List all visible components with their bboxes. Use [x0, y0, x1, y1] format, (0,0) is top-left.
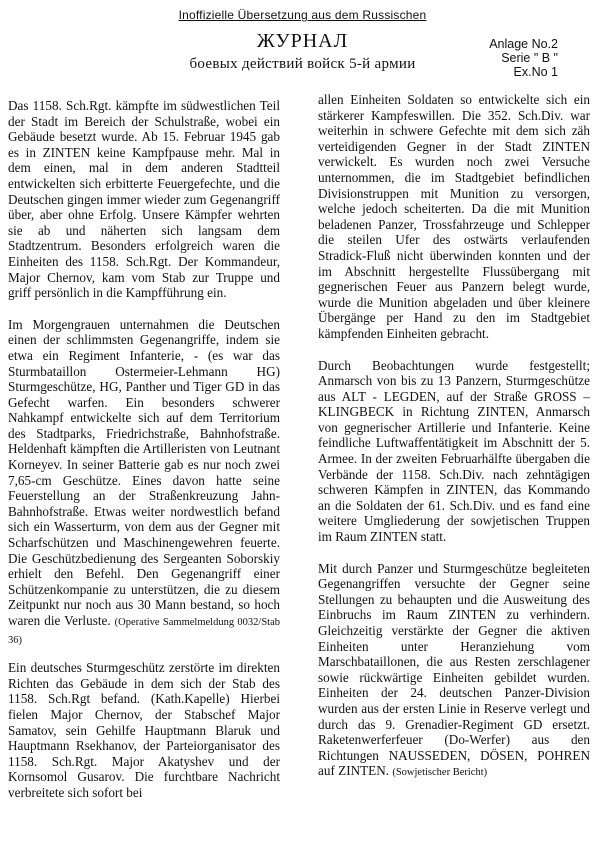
paragraph	[8, 660, 280, 800]
paragraph-text: Ein deutsches Sturmgeschütz zerstörte im direkten Richten das Gebäude in dem sich der Stab des 1158. Sch.Rgt befand. (Kath.Kapelle) Hierbei fielen Major Chernov, der Stabschef Major Samatov, sein Gehilfe Hauptmann Blaruk und Hauptmann Rsekhanov, der Parteiorganisator des 1158. Sch.Rgt. Major Akatyshev und der Kornsomol Gusarov. Die furchtbare Nachricht verbreitete sich sofort bei	[8, 660, 280, 800]
paragraph	[8, 98, 280, 301]
annex-series: Serie " B "	[501, 51, 558, 65]
annex-block	[489, 37, 558, 79]
right-column	[318, 92, 590, 797]
source-citation: (Operative Sammelmeldung 0032/Stab 36)	[8, 617, 280, 646]
paragraph-text: Mit durch Panzer und Sturmgeschütze begleiteten Gegenangriffen versuchte der Gegner seine Stellungen zu behaupten und die Ausweitung des Einbruchs im Raum ZINTEN zu verhindern. Gleichzeitig verstärkte der Gegner die aktiven Einheiten unter Heranziehung vom Marschbataillonen, die aus Resten zerschlagener sowie rückwärtige Einheiten gebildet wurden. Einheiten der 24. deutschen Panzer-Division wurden aus der ersten Linie in Reserve verlegt und durch das 9. Grenadier-Regiment GD ersetzt. Raketenwerferfeuer (Do-Werfer) aus den Richtungen NAUSSEDEN, DÖSEN, POHREN auf ZINTEN.	[318, 560, 590, 779]
paragraph-text: Das 1158. Sch.Rgt. kämpfte im südwestlichen Teil der Stadt im Bereich der Schulstraße, wobei ein Gebäude besetzt wurde. Ab 15. Februar 1945 gab es in ZINTEN keine Kampfpause mehr. Mal in dem einen, mal in dem anderen Stadtteil entwickelten sich erbitterte Feuergefechte, und die Deutschen gingen immer wieder zum Gegenangriff über, aber ohne Erfolg. Unsere Kämpfer wehrten sie ab und näherten sich langsam dem Stadtzentrum. Besonders erfolgreich waren die Einheiten des 1158. Sch.Rgt. Der Kommandeur, Major Chernov, kam vom Stab zur Truppe und griff persönlich in die Kampfführung ein.	[8, 98, 280, 301]
translation-note: Inoffizielle Übersetzung aus dem Russischen	[178, 8, 427, 22]
annex-copy: Ex.No 1	[513, 65, 558, 79]
paragraph	[318, 358, 590, 545]
paragraph	[318, 561, 590, 781]
paragraph	[8, 317, 280, 648]
paragraph-text: Durch Beobachtungen wurde festgestellt; Anmarsch von bis zu 13 Panzern, Sturmgeschütze aus ALT - LEGDEN, auf der Straße GROSS – KLINGBECK in Richtung ZINTEN, Anmarsch von gegnerischer Artillerie und Infanterie. Keine feindliche Luftwaffentätigkeit im Abschnitt der 5. Armee. In der zweiten Februarhälfte übergaben die Verbände der 1158. Sch.Div. nach zehntägigen schweren Kämpfen in ZINTEN, das Kommando an die Soldaten der 61. Sch.Div. und es fand eine weitere Umgliederung der sowjetischen Truppen im Raum ZINTEN statt.	[318, 357, 590, 545]
paragraph	[318, 92, 590, 342]
paragraph-text: Im Morgengrauen unternahmen die Deutschen einen der schlimmsten Gegenangriffe, indem sie etwa ein Regiment Infanterie, - (es war das Sturmbataillon Ostermeier-Lehmann HG) Sturmgeschütze, HG, Panther und Tiger GD in das Gefecht warfen. Ein besonders schwerer Nahkampf entwickelte sich auf dem Territorium des Stadtparks, Friedrichstraße, Bahnhofstraße. Heldenhaft kämpften die Artilleristen von Leutnant Korneyev. In seiner Batterie gab es nur noch zwei 7,65-cm Geschütze. Eines davon hatte seine Feuerstellung an der Straßenkreuzung Jahn-Bahnhofstraße. Etwas weiter nordwestlich befand sich ein Wasserturm, von dem aus der Gegner mit Scharfschützen und Maschinengewehren feuerte. Die Geschützbedienung des Sergeanten Soborskiy erhielt den Befehl. Den Gegenangriff einer Schützenkompanie zu unterstützen, die zu diesem Zeitpunkt nur noch aus 30 Mann bestand, so hoch waren die Verluste.	[8, 316, 280, 628]
left-column	[8, 98, 280, 817]
journal-subtitle: боевых действий войск 5-й армии	[189, 56, 416, 72]
source-citation: (Sowjetischer Bericht)	[392, 767, 488, 779]
paragraph-text: allen Einheiten Soldaten so entwickelte sich ein stärkerer Kampfeswillen. Die 352. Sch.Div. war weiterhin in schwere Gefechte mit dem sich zäh verteidigenden Gegner in der Stadt ZINTEN verwickelt. Es wurden noch zwei Versuche unternommen, die im Stadtgebiet befindlichen Divisionstruppen mit Munition zu versorgen, welche jedoch scheiterten. Da die mit Munition beladenen Panzer, Trossfahrzeuge und Schlepper die steilen Ufer des ostwärts verlaufenden Stradick-Fluß nicht überwinden konnten und der im Abschnitt hergestellte Flussübergang mit gegnerischen Feuer aus Panzern belegt wurde, wurde die Munition abgeladen und über kleinere Übergänge per Hand zu den im Stadtgebiet kämpfenden Einheiten gebracht.	[318, 92, 590, 341]
journal-title: ЖУРНАЛ	[256, 30, 349, 52]
annex-number: Anlage No.2	[489, 37, 558, 51]
